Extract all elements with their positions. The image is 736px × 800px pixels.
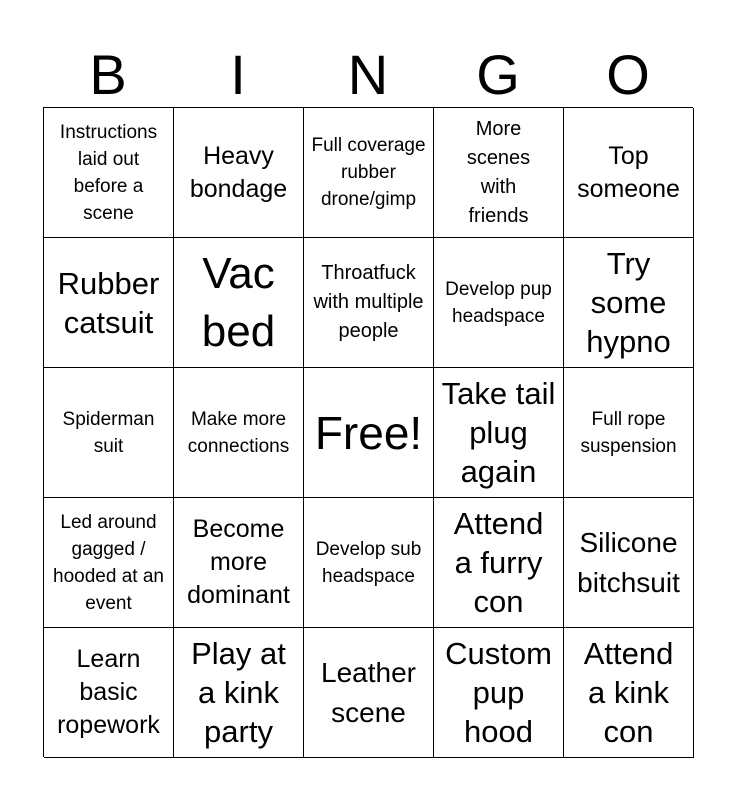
bingo-cell-r1c5[interactable]: Top someone bbox=[564, 108, 694, 238]
bingo-grid bbox=[43, 107, 693, 757]
header-letter-b: B bbox=[89, 43, 127, 106]
bingo-cell-r4c4[interactable]: Attend a furry con bbox=[434, 498, 564, 628]
bingo-cell-r3c3[interactable]: Free! bbox=[304, 368, 434, 498]
bingo-cell-r4c2[interactable]: Become more dominant bbox=[174, 498, 304, 628]
bingo-cell-r2c1[interactable]: Rubber catsuit bbox=[44, 238, 174, 368]
bingo-cell-r5c4[interactable]: Custom pup hood bbox=[434, 628, 564, 758]
bingo-cell-r4c3[interactable]: Develop sub headspace bbox=[304, 498, 434, 628]
bingo-cell-r4c1[interactable]: Led around gagged / hooded at an event bbox=[44, 498, 174, 628]
bingo-cell-r2c2[interactable]: Vac bed bbox=[174, 238, 304, 368]
bingo-header bbox=[43, 44, 693, 106]
bingo-cell-r4c5[interactable]: Silicone bitchsuit bbox=[564, 498, 694, 628]
bingo-cell-r3c2[interactable]: Make more connections bbox=[174, 368, 304, 498]
bingo-cell-r5c1[interactable]: Learn basic ropework bbox=[44, 628, 174, 758]
bingo-cell-r3c5[interactable]: Full rope suspension bbox=[564, 368, 694, 498]
bingo-cell-r2c4[interactable]: Develop pup headspace bbox=[434, 238, 564, 368]
bingo-cell-r5c2[interactable]: Play at a kink party bbox=[174, 628, 304, 758]
bingo-cell-r1c2[interactable]: Heavy bondage bbox=[174, 108, 304, 238]
header-letter-i: I bbox=[230, 43, 246, 106]
header-letter-g: G bbox=[476, 43, 520, 106]
bingo-cell-r1c4[interactable]: More scenes with friends bbox=[434, 108, 564, 238]
bingo-cell-r5c5[interactable]: Attend a kink con bbox=[564, 628, 694, 758]
bingo-cell-r3c1[interactable]: Spiderman suit bbox=[44, 368, 174, 498]
bingo-cell-r1c1[interactable]: Instructions laid out before a scene bbox=[44, 108, 174, 238]
bingo-cell-r2c5[interactable]: Try some hypno bbox=[564, 238, 694, 368]
bingo-cell-r5c3[interactable]: Leather scene bbox=[304, 628, 434, 758]
bingo-cell-r2c3[interactable]: Throatfuck with multiple people bbox=[304, 238, 434, 368]
header-letter-o: O bbox=[606, 43, 650, 106]
header-letter-n: N bbox=[347, 43, 389, 106]
bingo-cell-r3c4[interactable]: Take tail plug again bbox=[434, 368, 564, 498]
bingo-cell-r1c3[interactable]: Full coverage rubber drone/gimp bbox=[304, 108, 434, 238]
